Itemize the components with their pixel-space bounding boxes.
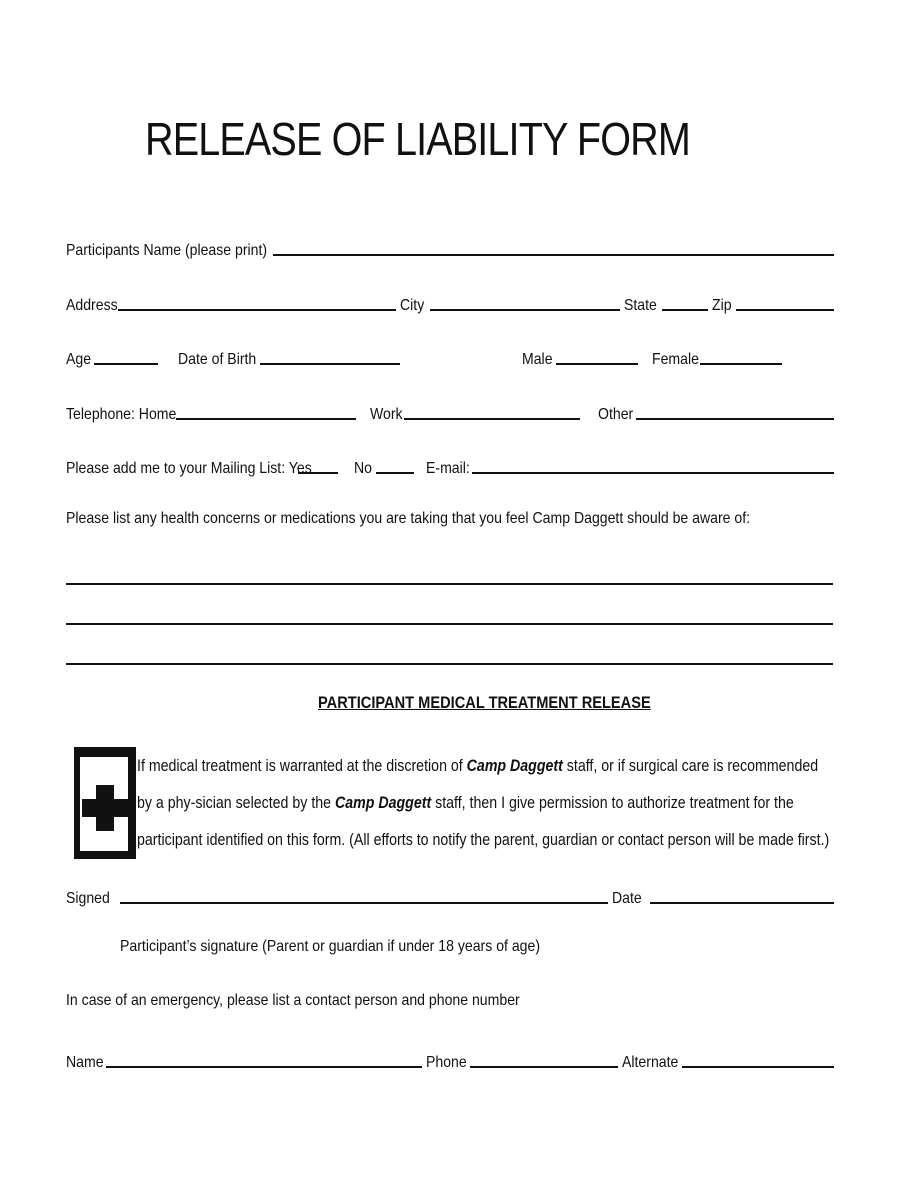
address-field[interactable] [118,305,396,311]
zip-field[interactable] [736,305,834,311]
male-label: Male [522,351,553,368]
emergency-prompt: In case of an emergency, please list a contact person and phone number [66,992,520,1009]
emergency-alternate-field[interactable] [682,1062,834,1068]
age-label: Age [66,351,92,368]
telephone-home-field[interactable] [176,414,356,420]
female-field[interactable] [700,359,782,365]
other-label: Other [598,406,634,423]
medical-cross-icon [74,747,136,859]
date-label: Date [612,890,642,907]
email-label: E-mail: [426,460,470,477]
org-name-1: Camp Daggett [466,757,563,775]
health-line-1[interactable] [66,583,833,585]
signature-row [66,882,838,908]
medical-text-3: staff, then I give permission to authorize treatment for the participant identified on this form. (All efforts to notify the parent, guardian or contact person will be made first.) [137,794,830,849]
signature-caption: Participant’s signature (Parent or guardian if under 18 years of age) [120,938,541,955]
participant-name-label: Participants Name (please print) [66,242,268,259]
org-name-2: Camp Daggett [334,794,432,812]
medical-release-heading: PARTICIPANT MEDICAL TREATMENT RELEASE [318,693,651,712]
medical-text-1: If medical treatment is warranted at the discretion of [137,757,467,775]
zip-label: Zip [712,297,732,314]
medical-text-2: staff, or if surgical care is recommended by a phy-sician selected by the [137,757,819,812]
emergency-contact-row [66,1046,838,1072]
telephone-row [66,398,838,424]
signature-field[interactable] [120,898,608,904]
medical-release-paragraph [137,748,834,859]
work-field[interactable] [404,414,580,420]
form-title: RELEASE OF LIABILITY FORM [145,113,690,165]
emergency-phone-field[interactable] [470,1062,618,1068]
female-label: Female [652,351,699,368]
no-label: No [354,460,372,477]
other-field[interactable] [636,414,834,420]
mailing-list-label: Please add me to your Mailing List: Yes [66,460,312,477]
email-field[interactable] [472,468,834,474]
age-row [66,343,838,369]
dob-field[interactable] [260,359,400,365]
mailing-no-field[interactable] [376,468,414,474]
alternate-label: Alternate [622,1054,679,1071]
mailing-list-row [66,452,838,478]
dob-label: Date of Birth [178,351,257,368]
phone-label: Phone [426,1054,467,1071]
work-label: Work [370,406,403,423]
date-field[interactable] [650,898,834,904]
emergency-name-field[interactable] [106,1062,422,1068]
health-line-2[interactable] [66,623,833,625]
name-label: Name [66,1054,104,1071]
telephone-home-label: Telephone: Home [66,406,177,423]
city-field[interactable] [430,305,620,311]
health-prompt: Please list any health concerns or medications you are taking that you feel Camp Daggett should be aware of: [66,510,751,527]
address-row [66,289,838,315]
state-label: State [624,297,657,314]
age-field[interactable] [94,359,158,365]
address-label: Address [66,297,118,314]
participant-name-field[interactable] [273,250,834,256]
city-label: City [400,297,425,314]
state-field[interactable] [662,305,708,311]
male-field[interactable] [556,359,638,365]
signed-label: Signed [66,890,110,907]
participant-name-row [66,234,838,260]
health-line-3[interactable] [66,663,833,665]
